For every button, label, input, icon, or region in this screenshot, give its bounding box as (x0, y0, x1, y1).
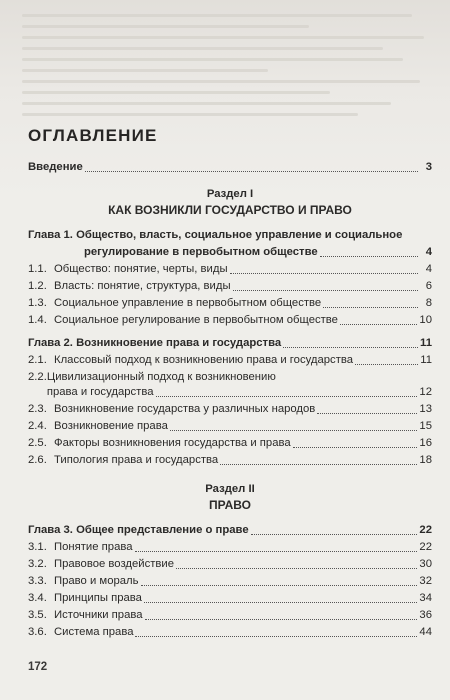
dot-leader (230, 273, 418, 274)
show-through-text (22, 6, 432, 124)
dot-leader (317, 413, 417, 414)
chapter-title-cont-row (28, 245, 432, 260)
toc-item[interactable] (28, 296, 432, 311)
item-page: 12 (419, 386, 432, 398)
item-page: 8 (425, 297, 432, 309)
item-page: 16 (419, 437, 432, 449)
item-number: 2.3. (28, 403, 47, 415)
item-page: 18 (419, 454, 432, 466)
item-page: 15 (419, 420, 432, 432)
toc-item[interactable] (28, 419, 432, 434)
item-page: 13 (419, 403, 432, 415)
dot-leader (233, 290, 418, 291)
item-number: 1.1. (28, 263, 47, 275)
section-heading (28, 482, 432, 513)
item-page: 36 (419, 609, 432, 621)
dot-leader (85, 171, 418, 172)
item-text: Типология права и государства (54, 454, 219, 466)
item-number: 3.3. (28, 575, 47, 587)
chapter-page: 4 (425, 246, 432, 258)
toc-item[interactable] (28, 625, 432, 640)
page-number: 172 (28, 661, 48, 673)
item-number: 2.5. (28, 437, 47, 449)
item-number: 3.5. (28, 609, 47, 621)
item-text: Власть: понятие, структура, виды (54, 280, 231, 292)
item-number: 1.2. (28, 280, 47, 292)
dot-leader (355, 364, 418, 365)
item-number: 1.3. (28, 297, 47, 309)
toc-item[interactable] (28, 591, 432, 606)
item-page: 30 (419, 558, 432, 570)
item-number: 2.1. (28, 354, 47, 366)
toc-entry-intro[interactable] (28, 160, 432, 175)
toc-item[interactable] (28, 402, 432, 417)
item-page: 34 (419, 592, 432, 604)
dot-leader (220, 464, 417, 465)
item-text: права и государства (46, 386, 154, 398)
toc-item[interactable] (28, 453, 432, 468)
item-page: 11 (420, 354, 432, 366)
item-text: Классовый подход к возникновению права и государства (54, 354, 354, 366)
item-text: Возникновение государства у различных народов (54, 403, 316, 415)
dot-leader (320, 256, 418, 257)
section-title: ПРАВО (209, 498, 251, 512)
dot-leader (135, 551, 418, 552)
entry-label: Введение (28, 161, 83, 173)
dot-leader (145, 619, 418, 620)
item-number: 3.4. (28, 592, 47, 604)
item-text-line1: Цивилизационный подход к возникновению (46, 371, 276, 383)
dot-leader (293, 447, 418, 448)
item-text: Источники права (54, 609, 143, 621)
table-of-contents (28, 126, 432, 642)
section-heading (28, 187, 432, 218)
chapter-title: Глава 2. Возникновение права и государства (28, 337, 282, 349)
toc-title: ОГЛАВЛЕНИЕ (28, 126, 158, 145)
item-page: 10 (419, 314, 432, 326)
item-number: 1.4. (28, 314, 47, 326)
section-label: Раздел I (206, 188, 254, 200)
dot-leader (141, 585, 418, 586)
toc-item[interactable] (28, 436, 432, 451)
dot-leader (156, 396, 418, 397)
item-number: 3.2. (28, 558, 47, 570)
toc-item[interactable] (28, 574, 432, 589)
toc-item[interactable] (28, 557, 432, 572)
toc-chapter[interactable] (28, 228, 432, 260)
item-number: 2.4. (28, 420, 47, 432)
dot-leader (170, 430, 418, 431)
dot-leader (135, 636, 417, 637)
toc-item[interactable] (28, 353, 432, 368)
item-text: Общество: понятие, черты, виды (54, 263, 228, 275)
toc-item[interactable] (28, 540, 432, 555)
item-text: Система права (54, 626, 134, 638)
chapter-title-cont: регулирование в первобытном обществе (84, 246, 318, 258)
item-number: 3.6. (28, 626, 47, 638)
item-page: 6 (425, 280, 432, 292)
item-text: Возникновение права (54, 420, 168, 432)
item-number: 3.1. (28, 541, 47, 553)
toc-chapter[interactable] (28, 336, 432, 351)
dot-leader (283, 347, 418, 348)
dot-leader (144, 602, 417, 603)
toc-chapter[interactable] (28, 523, 432, 538)
item-text: Правовое воздействие (54, 558, 174, 570)
item-text: Социальное управление в первобытном обществе (54, 297, 322, 309)
item-text: Право и мораль (54, 575, 139, 587)
item-page: 22 (419, 541, 432, 553)
chapter-title: Глава 1. Общество, власть, социальное управление и социальное (28, 229, 403, 241)
item-number: 2.6. (28, 454, 47, 466)
item-number: 2.2. (28, 371, 47, 383)
item-text: Факторы возникновения государства и права (54, 437, 291, 449)
item-text: Социальное регулирование в первобытном обществе (54, 314, 338, 326)
section-title: КАК ВОЗНИКЛИ ГОСУДАРСТВО И ПРАВО (108, 203, 352, 217)
dot-leader (340, 324, 417, 325)
toc-item[interactable] (28, 262, 432, 277)
chapter-page: 22 (419, 524, 432, 536)
item-text: Принципы права (54, 592, 142, 604)
dot-leader (323, 307, 418, 308)
item-page: 44 (419, 626, 432, 638)
chapter-title: Глава 3. Общее представление о праве (28, 524, 249, 536)
toc-item[interactable] (28, 279, 432, 294)
toc-item[interactable] (28, 313, 432, 328)
item-text: Понятие права (54, 541, 133, 553)
entry-page: 3 (425, 161, 432, 173)
chapter-page: 11 (420, 337, 432, 349)
toc-item[interactable] (28, 370, 432, 400)
toc-item[interactable] (28, 608, 432, 623)
item-page: 4 (425, 263, 432, 275)
dot-leader (251, 534, 418, 535)
dot-leader (176, 568, 417, 569)
item-page: 32 (419, 575, 432, 587)
section-label: Раздел II (205, 483, 255, 495)
